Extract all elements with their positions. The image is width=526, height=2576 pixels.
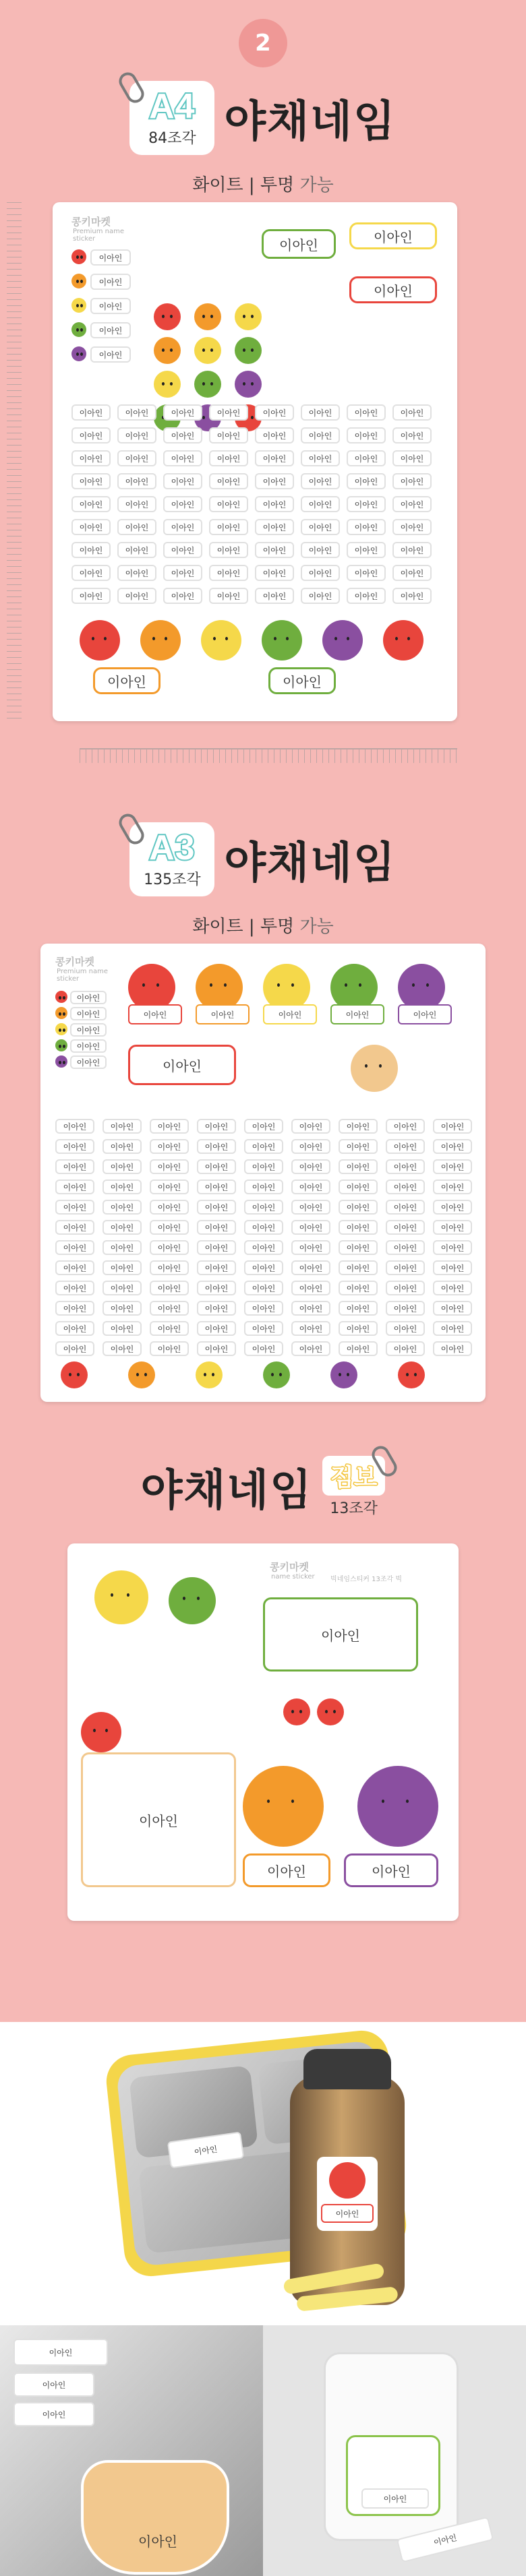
vegetable-icon — [317, 1698, 344, 1725]
vertical-ruler — [7, 202, 22, 721]
name-label: 이아인 — [392, 427, 432, 443]
name-label: 이아인 — [71, 496, 111, 512]
name-label: 이아인 — [433, 1179, 472, 1194]
product-title: 야채네임 — [224, 97, 397, 147]
vegetable-icon — [154, 337, 181, 364]
step-number-badge: 2 — [239, 19, 287, 67]
name-label: 이아인 — [392, 496, 432, 512]
name-label: 이아인 — [70, 1023, 107, 1037]
name-label: 이아인 — [291, 1301, 330, 1316]
name-label: 이아인 — [244, 1119, 283, 1134]
name-label: 이아인 — [386, 1200, 425, 1215]
name-label: 이아인 — [103, 1159, 142, 1174]
name-label: 이아인 — [433, 1281, 472, 1295]
name-label: 이아인 — [386, 1119, 425, 1134]
name-label: 이아인 — [150, 1179, 189, 1194]
name-label: 이아인 — [392, 404, 432, 421]
name-label: 이아인 — [339, 1179, 378, 1194]
paperclip-icon — [116, 69, 148, 106]
name-label: 이아인 — [255, 542, 294, 558]
name-label: 이아인 — [339, 1321, 378, 1336]
sippy-cup: 이아인 — [324, 2352, 459, 2541]
name-label: 이아인 — [392, 565, 432, 581]
name-label: 이아인 — [301, 427, 340, 443]
name-label: 이아인 — [103, 1179, 142, 1194]
vegetable-icon — [55, 1023, 67, 1035]
name-label: 이아인 — [150, 1220, 189, 1235]
name-label: 이아인 — [197, 1301, 236, 1316]
name-label: 이아인 — [301, 565, 340, 581]
brand-tagline: Premium name sticker — [73, 228, 125, 243]
vegetable-icon — [61, 1361, 88, 1388]
name-label: 이아인 — [117, 519, 156, 535]
name-label: 이아인 — [291, 1200, 330, 1215]
vegetable-icon — [201, 620, 241, 661]
name-label: 이아인 — [339, 1341, 378, 1356]
a4-title-row — [0, 81, 526, 155]
vegetable-icon — [357, 1766, 438, 1847]
name-label: 이아인 — [55, 1220, 94, 1235]
name-label: 이아인 — [71, 588, 111, 604]
name-label: 이아인 — [291, 1321, 330, 1336]
name-label: 이아인 — [291, 1159, 330, 1174]
name-label: 이아인 — [262, 229, 336, 259]
vegetable-icon — [140, 620, 181, 661]
vegetable-icon — [194, 337, 221, 364]
pieces-label: 13조각 — [330, 1500, 378, 1517]
name-label: 이아인 — [347, 588, 386, 604]
name-label: 이아인 — [197, 1159, 236, 1174]
name-label: 이아인 — [197, 1240, 236, 1255]
name-label: 이아인 — [197, 1321, 236, 1336]
name-label: 이아인 — [244, 1341, 283, 1356]
name-label: 이아인 — [55, 1281, 94, 1295]
name-label: 이아인 — [339, 1260, 378, 1275]
vegetable-icon — [383, 620, 423, 661]
name-label: 이아인 — [433, 1159, 472, 1174]
name-label: 이아인 — [150, 1200, 189, 1215]
vegetable-icon — [94, 1570, 148, 1624]
vegetable-icon — [235, 371, 262, 398]
name-label: 이아인 — [103, 1139, 142, 1154]
name-label: 이아인 — [70, 991, 107, 1004]
vegetable-icon — [194, 371, 221, 398]
name-label: 이아인 — [255, 450, 294, 466]
jumbo-section — [0, 1415, 526, 2022]
name-label: 이아인 — [301, 519, 340, 535]
a3-sticker-sheet — [40, 944, 486, 1402]
name-label: 이아인 — [301, 404, 340, 421]
lunchbox-photo — [0, 2022, 526, 2319]
name-label: 이아인 — [386, 1301, 425, 1316]
name-label: 이아인 — [291, 1240, 330, 1255]
name-label: 이아인 — [347, 427, 386, 443]
name-label: 이아인 — [339, 1139, 378, 1154]
paperclip-icon — [116, 811, 148, 848]
brand-tagline: Premium name sticker — [57, 968, 109, 983]
vegetable-icon — [71, 346, 86, 361]
name-label: 이아인 — [117, 473, 156, 489]
a4-size-badge — [129, 81, 214, 155]
name-label: 이아인 — [433, 1200, 472, 1215]
name-label: 이아인 — [150, 1281, 189, 1295]
vegetable-icon — [71, 322, 86, 337]
name-label: 이아인 — [347, 565, 386, 581]
name-label: 이아인 — [117, 404, 156, 421]
name-label: 이아인 — [339, 1119, 378, 1134]
name-label: 이아인 — [398, 1004, 452, 1024]
vegetable-icon — [71, 249, 86, 264]
name-label: 이아인 — [150, 1301, 189, 1316]
name-label: 이아인 — [330, 1004, 384, 1024]
water-bottle: 이아인 — [290, 2076, 405, 2305]
name-label: 이아인 — [197, 1341, 236, 1356]
vegetable-icon — [330, 1361, 357, 1388]
name-label: 이아인 — [244, 1179, 283, 1194]
horizontal-ruler — [80, 748, 457, 763]
name-label: 이아인 — [291, 1281, 330, 1295]
name-label: 이아인 — [433, 1119, 472, 1134]
name-label: 이아인 — [349, 222, 437, 249]
name-label: 이아인 — [71, 427, 111, 443]
vegetable-icon — [235, 303, 262, 330]
name-label: 이아인 — [255, 565, 294, 581]
name-label: 이아인 — [90, 322, 131, 338]
name-label: 이아인 — [103, 1240, 142, 1255]
name-label: 이아인 — [255, 404, 294, 421]
name-label: 이아인 — [291, 1119, 330, 1134]
name-label: 이아인 — [197, 1200, 236, 1215]
vegetable-icon — [235, 337, 262, 364]
name-label: 이아인 — [209, 542, 248, 558]
name-label: 이아인 — [103, 1321, 142, 1336]
name-label: 이아인 — [71, 519, 111, 535]
brand-logo: 콩키마켓 — [71, 216, 111, 228]
name-label: 이아인 — [268, 667, 336, 694]
name-label: 이아인 — [71, 473, 111, 489]
name-label: 이아인 — [392, 542, 432, 558]
name-label: 이아인 — [344, 1853, 438, 1887]
name-label: 이아인 — [71, 450, 111, 466]
name-label: 이아인 — [433, 1341, 472, 1356]
name-label: 이아인 — [291, 1220, 330, 1235]
vegetable-icon — [55, 1007, 67, 1019]
size-label: A4 — [149, 86, 196, 126]
name-label: 이아인 — [386, 1240, 425, 1255]
basket-sticker: 이아인 — [81, 2460, 229, 2575]
vegetable-icon — [351, 1045, 398, 1092]
sheet-note: 빅네임스티커 13조각 빅 — [330, 1576, 403, 1583]
vegetable-icon — [322, 620, 363, 661]
plate-photo: 이아인 이아인 이아인 이아인 — [0, 2325, 263, 2576]
name-label: 이아인 — [55, 1159, 94, 1174]
size-label: A3 — [149, 828, 196, 867]
a4-section — [0, 0, 526, 795]
a3-subtitle: 화이트 | 투명 가능 — [192, 917, 334, 937]
name-label: 이아인 — [163, 404, 202, 421]
name-label: 이아인 — [103, 1200, 142, 1215]
name-label: 이아인 — [347, 519, 386, 535]
name-label: 이아인 — [386, 1341, 425, 1356]
name-label: 이아인 — [209, 519, 248, 535]
name-label: 이아인 — [244, 1159, 283, 1174]
name-label: 이아인 — [386, 1179, 425, 1194]
jumbo-title-row — [0, 1456, 526, 1518]
vegetable-icon — [55, 1039, 67, 1051]
name-label: 이아인 — [291, 1260, 330, 1275]
vegetable-icon — [71, 298, 86, 313]
name-label: 이아인 — [150, 1139, 189, 1154]
name-label: 이아인 — [55, 1321, 94, 1336]
name-label: 이아인 — [55, 1119, 94, 1134]
name-label: 이아인 — [339, 1281, 378, 1295]
name-label: 이아인 — [243, 1853, 330, 1887]
name-label: 이아인 — [55, 1260, 94, 1275]
vegetable-icon — [194, 303, 221, 330]
a3-section — [0, 795, 526, 1415]
name-label: 이아인 — [128, 1045, 236, 1085]
name-label: 이아인 — [117, 565, 156, 581]
name-label: 이아인 — [71, 565, 111, 581]
name-label: 이아인 — [103, 1341, 142, 1356]
name-label: 이아인 — [197, 1220, 236, 1235]
name-label: 이아인 — [197, 1179, 236, 1194]
name-label: 이아인 — [244, 1139, 283, 1154]
name-label: 이아인 — [339, 1220, 378, 1235]
name-label: 이아인 — [209, 427, 248, 443]
name-label: 이아인 — [339, 1200, 378, 1215]
name-label: 이아인 — [150, 1260, 189, 1275]
name-label: 이아인 — [386, 1139, 425, 1154]
name-label: 이아인 — [71, 404, 111, 421]
name-label: 이아인 — [255, 519, 294, 535]
name-label: 이아인 — [117, 542, 156, 558]
vegetable-icon — [80, 620, 120, 661]
name-label: 이아인 — [209, 565, 248, 581]
name-label: 이아인 — [150, 1341, 189, 1356]
name-label: 이아인 — [163, 450, 202, 466]
name-label: 이아인 — [117, 427, 156, 443]
name-label: 이아인 — [197, 1260, 236, 1275]
name-label: 이아인 — [301, 588, 340, 604]
name-label: 이아인 — [103, 1119, 142, 1134]
name-label: 이아인 — [117, 588, 156, 604]
a3-title-row — [0, 822, 526, 896]
name-label: 이아인 — [392, 450, 432, 466]
name-label: 이아인 — [301, 542, 340, 558]
name-label: 이아인 — [433, 1220, 472, 1235]
name-label: 이아인 — [55, 1139, 94, 1154]
name-label: 이아인 — [117, 496, 156, 512]
name-label: 이아인 — [263, 1597, 418, 1672]
name-label: 이아인 — [93, 667, 160, 694]
name-label: 이아인 — [347, 404, 386, 421]
brand-logo: 콩키마켓 — [270, 1561, 309, 1573]
name-label: 이아인 — [347, 450, 386, 466]
name-label: 이아인 — [128, 1004, 182, 1024]
name-label: 이아인 — [103, 1281, 142, 1295]
vegetable-icon — [283, 1698, 310, 1725]
name-label: 이아인 — [433, 1139, 472, 1154]
pieces-label: 135조각 — [144, 871, 201, 888]
vegetable-icon — [263, 1361, 290, 1388]
name-label: 이아인 — [81, 1752, 236, 1887]
name-label: 이아인 — [55, 1179, 94, 1194]
name-label: 이아인 — [244, 1240, 283, 1255]
name-label: 이아인 — [55, 1301, 94, 1316]
vegetable-icon — [243, 1766, 324, 1847]
name-label: 이아인 — [163, 473, 202, 489]
name-label: 이아인 — [291, 1341, 330, 1356]
name-label: 이아인 — [263, 1004, 317, 1024]
a4-subtitle: 화이트 | 투명 가능 — [192, 175, 334, 195]
name-label: 이아인 — [90, 249, 131, 266]
name-label: 이아인 — [347, 473, 386, 489]
name-label: 이아인 — [255, 473, 294, 489]
pieces-label: 84조각 — [148, 129, 196, 147]
name-label: 이아인 — [392, 588, 432, 604]
vegetable-icon — [169, 1577, 216, 1624]
vegetable-icon — [81, 1712, 121, 1752]
name-label: 이아인 — [103, 1220, 142, 1235]
name-label: 이아인 — [163, 542, 202, 558]
name-label: 이아인 — [163, 427, 202, 443]
vegetable-icon — [128, 1361, 155, 1388]
cup-photo: 이아인 이아인 — [263, 2325, 526, 2576]
name-label: 이아인 — [244, 1220, 283, 1235]
name-label: 이아인 — [339, 1159, 378, 1174]
name-label: 이아인 — [197, 1281, 236, 1295]
name-label: 이아인 — [70, 1055, 107, 1069]
name-label: 이아인 — [103, 1260, 142, 1275]
name-label: 이아인 — [301, 473, 340, 489]
name-label: 이아인 — [55, 1240, 94, 1255]
name-label: 이아인 — [90, 298, 131, 314]
brand-logo: 콩키마켓 — [55, 956, 94, 968]
name-label: 이아인 — [433, 1240, 472, 1255]
jumbo-badge — [322, 1456, 386, 1518]
name-label: 이아인 — [150, 1159, 189, 1174]
name-label: 이아인 — [163, 519, 202, 535]
vegetable-icon — [262, 620, 302, 661]
product-title: 야채네임 — [140, 1466, 313, 1516]
name-label: 이아인 — [244, 1260, 283, 1275]
name-label: 이아인 — [255, 496, 294, 512]
name-label: 이아인 — [197, 1119, 236, 1134]
name-label: 이아인 — [392, 519, 432, 535]
name-label: 이아인 — [301, 496, 340, 512]
vegetable-icon — [154, 371, 181, 398]
name-label: 이아인 — [70, 1039, 107, 1053]
name-label: 이아인 — [433, 1321, 472, 1336]
name-label: 이아인 — [209, 473, 248, 489]
name-label: 이아인 — [163, 588, 202, 604]
name-label: 이아인 — [347, 542, 386, 558]
name-label: 이아인 — [90, 346, 131, 363]
name-label: 이아인 — [163, 565, 202, 581]
name-label: 이아인 — [291, 1179, 330, 1194]
name-label: 이아인 — [70, 1007, 107, 1020]
name-label: 이아인 — [255, 427, 294, 443]
name-label: 이아인 — [339, 1240, 378, 1255]
name-sticker: 이아인 — [167, 2132, 244, 2169]
name-label: 이아인 — [117, 450, 156, 466]
name-label: 이아인 — [244, 1200, 283, 1215]
jumbo-sticker-sheet — [67, 1543, 459, 1921]
name-label: 이아인 — [244, 1281, 283, 1295]
name-label: 이아인 — [433, 1260, 472, 1275]
name-label: 이아인 — [339, 1301, 378, 1316]
name-label: 이아인 — [347, 496, 386, 512]
vegetable-icon — [55, 1055, 67, 1068]
name-label: 이아인 — [209, 588, 248, 604]
name-label: 이아인 — [244, 1321, 283, 1336]
name-label: 이아인 — [55, 1341, 94, 1356]
a3-size-badge — [129, 822, 214, 896]
brand-tagline: name sticker — [271, 1573, 315, 1581]
name-label: 이아인 — [209, 496, 248, 512]
name-label: 이아인 — [386, 1260, 425, 1275]
name-label: 이아인 — [291, 1139, 330, 1154]
vegetable-icon — [55, 991, 67, 1003]
name-label: 이아인 — [433, 1301, 472, 1316]
name-label: 이아인 — [150, 1240, 189, 1255]
vegetable-icon — [196, 1361, 223, 1388]
vegetable-icon — [398, 1361, 425, 1388]
name-label: 이아인 — [55, 1200, 94, 1215]
name-label: 이아인 — [244, 1301, 283, 1316]
name-label: 이아인 — [103, 1301, 142, 1316]
vegetable-icon — [154, 303, 181, 330]
name-label: 이아인 — [196, 1004, 250, 1024]
name-label: 이아인 — [150, 1321, 189, 1336]
name-label: 이아인 — [386, 1159, 425, 1174]
name-label: 이아인 — [209, 450, 248, 466]
name-label: 이아인 — [386, 1220, 425, 1235]
name-label: 이아인 — [386, 1281, 425, 1295]
name-label: 이아인 — [301, 450, 340, 466]
name-label: 이아인 — [90, 274, 131, 290]
vegetable-icon — [71, 274, 86, 288]
name-label: 이아인 — [255, 588, 294, 604]
jumbo-label: 점보 — [330, 1464, 378, 1492]
name-label: 이아인 — [150, 1119, 189, 1134]
name-label: 이아인 — [163, 496, 202, 512]
a4-sticker-sheet — [53, 202, 457, 721]
tomato-icon — [329, 2162, 366, 2199]
name-label: 이아인 — [386, 1321, 425, 1336]
name-label: 이아인 — [71, 542, 111, 558]
photo-section — [0, 2022, 526, 2576]
name-label: 이아인 — [392, 473, 432, 489]
product-title: 야채네임 — [224, 838, 397, 888]
name-label: 이아인 — [209, 404, 248, 421]
name-label: 이아인 — [349, 276, 437, 303]
name-label: 이아인 — [197, 1139, 236, 1154]
